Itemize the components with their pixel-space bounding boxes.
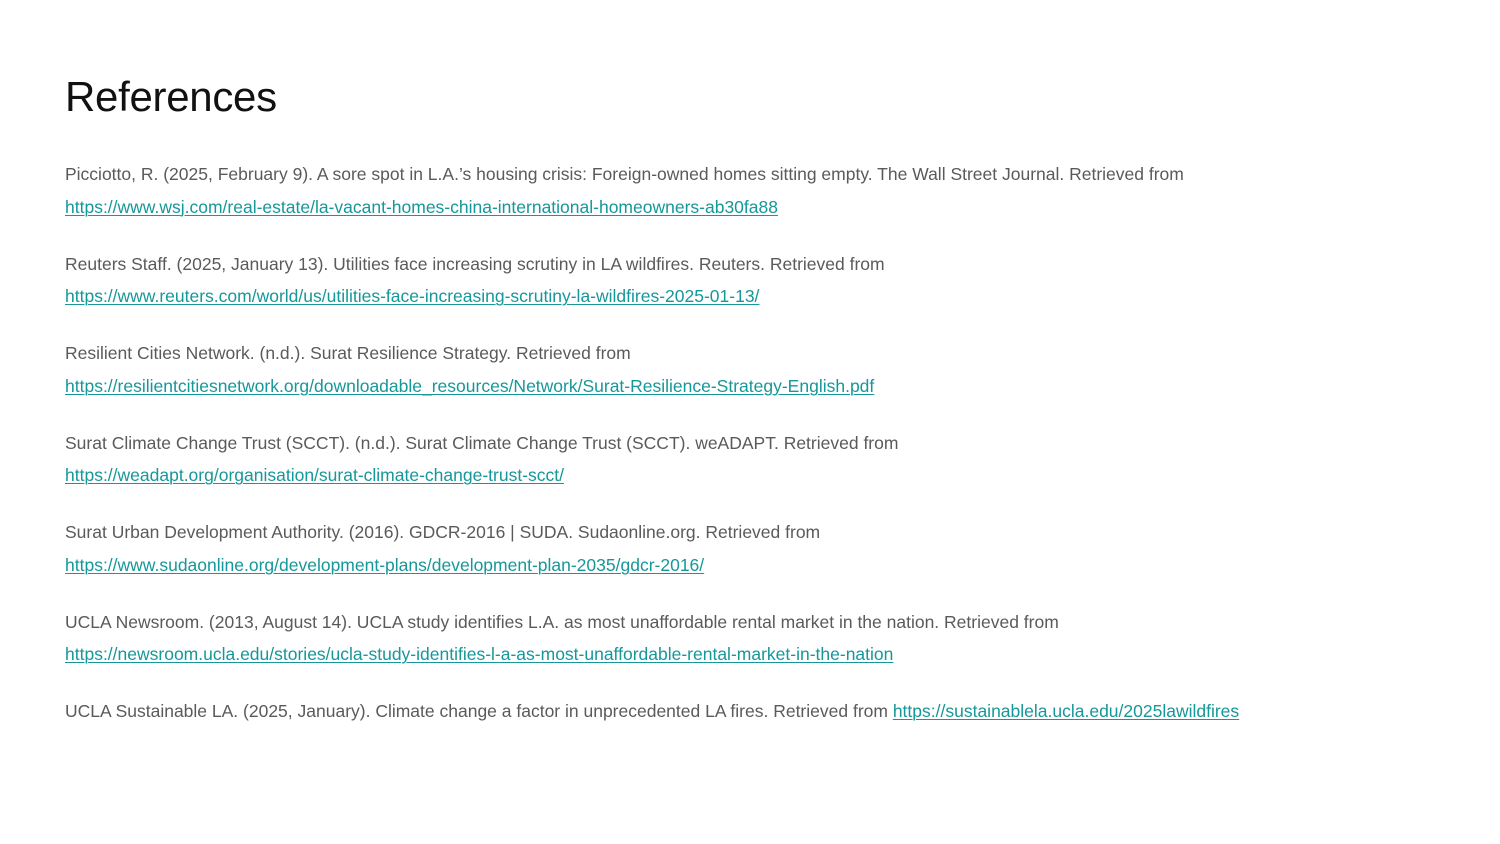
reference-item-wsj: [65, 158, 1445, 223]
reference-list: [65, 158, 1445, 752]
reference-item-suda: [65, 516, 1445, 581]
reference-citation: Resilient Cities Network. (n.d.). Surat Resilience Strategy. Retrieved from: [65, 343, 631, 363]
reference-link[interactable]: https://newsroom.ucla.edu/stories/ucla-study-identifies-l-a-as-most-unaffordable-rental-market-in-the-nation: [65, 644, 894, 664]
reference-citation: UCLA Newsroom. (2013, August 14). UCLA study identifies L.A. as most unaffordable rental market in the nation. Retrieved from: [65, 611, 1059, 632]
reference-link[interactable]: https://weadapt.org/organisation/surat-climate-change-trust-scct/: [65, 465, 564, 485]
reference-link[interactable]: https://www.reuters.com/world/us/utilities-face-increasing-scrutiny-la-wildfires-2025-01-13/: [65, 286, 760, 306]
reference-item-ucla-newsroom: [65, 606, 1445, 671]
reference-item-ucla-sustainable-la: [65, 695, 1445, 728]
reference-link[interactable]: https://www.wsj.com/real-estate/la-vacant-homes-china-international-homeowners-ab30fa88: [65, 196, 778, 217]
reference-item-resilient-cities: [65, 337, 1445, 402]
page-title: References: [65, 73, 277, 120]
reference-link[interactable]: https://www.sudaonline.org/development-plans/development-plan-2035/gdcr-2016/: [65, 554, 705, 575]
reference-link[interactable]: https://sustainablela.ucla.edu/2025lawildfires: [892, 701, 1240, 721]
reference-citation: Surat Urban Development Authority. (2016). GDCR-2016 | SUDA. Sudaonline.org. Retrieved from: [65, 522, 821, 542]
reference-citation: Reuters Staff. (2025, January 13). Utilities face increasing scrutiny in LA wildfires. Reuters. Retrieved from: [65, 253, 885, 274]
reference-link[interactable]: https://resilientcitiesnetwork.org/downloadable_resources/Network/Surat-Resilience-Strategy-English.pdf: [65, 375, 875, 396]
reference-citation: UCLA Sustainable LA. (2025, January). Climate change a factor in unprecedented LA fires. Retrieved from: [65, 701, 888, 721]
reference-citation: Surat Climate Change Trust (SCCT). (n.d.). Surat Climate Change Trust (SCCT). weADAPT. Retrieved from: [65, 432, 899, 453]
reference-citation: Picciotto, R. (2025, February 9). A sore spot in L.A.’s housing crisis: Foreign-owned homes sitting empty. The Wall Street Journal. Retrieved from: [65, 164, 1184, 184]
reference-item-scct: [65, 427, 1445, 492]
reference-item-reuters: [65, 248, 1445, 313]
